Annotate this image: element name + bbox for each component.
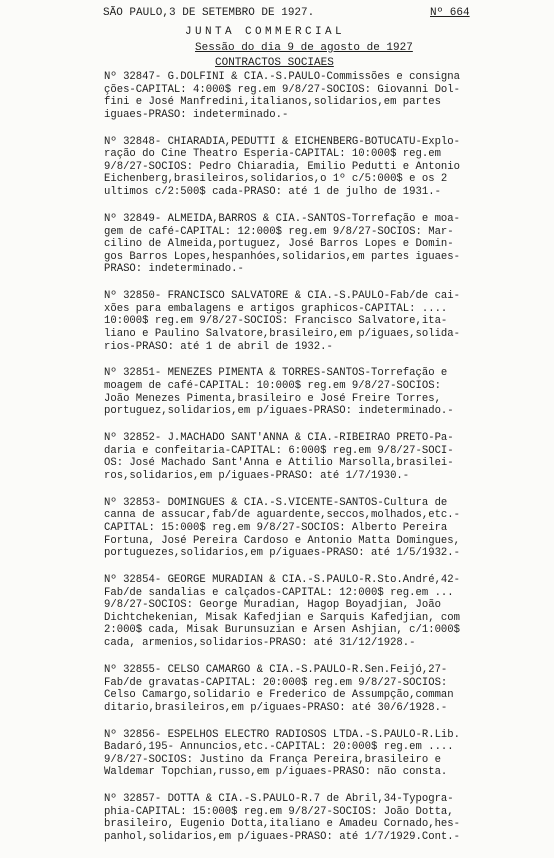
entry-line: ditario,brasileiros,em p/iguaes-PRASO: até 30/6/1928.-: [104, 701, 448, 714]
entry: [104, 290, 548, 353]
entry-line: portuguezes,solidarios,em p/iguaes-PRASO: até 1/5/1932.-: [104, 547, 461, 560]
entry-line: João Menezes Pimenta,brasileiro e José Freire Torres,: [104, 392, 441, 405]
entry-line: moagem de café-CAPITAL: 10:000$ reg.em 9/8/27-SOCIOS:: [104, 380, 441, 393]
entry-line: phia-CAPITAL: 15:000$ reg.em 9/8/27-SOCIOS: João Dotta,: [104, 805, 454, 818]
entry-line: Nº 32854- GEORGE MURADIAN & CIA.-S.PAULO-R.Sto.André,42-: [104, 574, 461, 587]
entry-line: rios-PRASO: até 1 de abril de 1932.-: [104, 340, 333, 353]
entry-line: xões para embalagens e artigos graphicos-CAPITAL: ....: [104, 302, 448, 315]
entry-line: 10:000$ reg.em 9/8/27-SOCIOS: Francisco Salvatore,ita-: [104, 315, 448, 328]
entry-line: iguaes-PRASO: indeterminado.-: [104, 108, 289, 121]
entry-line: Nº 32851- MENEZES PIMENTA & TORRES-SANTOS-Torrefação e: [104, 367, 448, 380]
entry-line: CAPITAL: 15:000$ reg.em 9/8/27-SOCIOS: Alberto Pereira: [104, 522, 448, 534]
entry-line: Nº 32857- DOTTA & CIA.-S.PAULO-R.7 de Abril,34-Typogra-: [104, 793, 454, 806]
entry-line: Badaró,195- Annuncios,etc.-CAPITAL: 20:000$ reg.em ....: [104, 741, 454, 754]
entry-line: fini e José Manfredini,italianos,solidarios,em partes: [104, 96, 441, 109]
entry-line: ração do Cine Theatro Esperia-CAPITAL: 10:000$ reg.em: [104, 148, 441, 161]
entry: [104, 213, 548, 276]
entry-line: ultimos c/2:500$ cada-PRASO: até 1 de julho de 1931.-: [104, 186, 441, 199]
entry-line: canna de assucar,fab/de aguardente,seccos,molhados,etc.-: [104, 509, 461, 522]
entry-line: ros,solidarios,em p/iguaes-PRASO: até 1/7/1930.-: [104, 469, 410, 482]
entry-line: 2:000$ cada, Misak Burunsuzian e Arsen Ashjian, c/1:000$: [104, 624, 461, 637]
entry-line: Nº 32852- J.MACHADO SANT'ANNA & CIA.-RIBEIRÃO PRETO-Pa-: [104, 432, 454, 445]
entry-line: portuguez,solidarios,em p/iguaes-PRASO: indeterminado.-: [104, 405, 454, 418]
entry: [104, 136, 548, 199]
entry-line: liano e Paulino Salvatore,brasileiro,em p/iguaes,solida-: [104, 327, 461, 340]
entry: [104, 497, 548, 560]
entry: [104, 793, 548, 843]
entry: [104, 664, 548, 714]
entry-line: Fab/de sandalias e calçados-CAPITAL: 12:000$ reg.em ...: [104, 586, 454, 599]
entry-line: Waldemar Topchian,russo,em p/iguaes-PRASO: não consta.: [104, 766, 448, 779]
entry-line: gos Barros Lopes,hespanhóes,solidarios,em partes iguaes-: [104, 250, 461, 263]
entry-line: 9/8/27-SOCIOS: Pedro Chiaradia, Emilio Pedutti e Antonio: [104, 160, 461, 173]
page-number: Nº 664: [430, 7, 470, 19]
entry-line: cada, armenios,solidarios-PRASO: até 31/12/1928.-: [104, 637, 416, 650]
entry-line: Nº 32856- ESPELHOS ELECTRO RADIOSOS LTDA.-S.PAULO-R.Lib.: [104, 728, 461, 741]
header-date: SÃO PAULO,3 DE SETEMBRO DE 1927.: [103, 7, 315, 19]
session-heading: Sessão do dia 9 de agosto de 1927: [195, 42, 413, 54]
entry-line: PRASO: indeterminado.-: [104, 263, 244, 276]
entry-line: Nº 32847- G.DOLFINI & CIA.-S.PAULO-Commissões e consigna: [104, 71, 461, 83]
page-title: JUNTA COMMERCIAL: [185, 26, 346, 38]
entry-line: Nº 32853- DOMINGUES & CIA.-S.VICENTE-SANTOS-Cultura de: [104, 496, 448, 509]
entry-line: daria e confeitaria-CAPITAL: 6:000$ reg.em 9/8/27-SOCI-: [104, 444, 454, 457]
entry-line: Fab/de gravatas-CAPITAL: 20:000$ reg.em 9/8/27-SOCIOS:: [104, 676, 448, 689]
entry-line: Celso Camargo,solidario e Frederico de Assumpção,comman: [104, 689, 454, 702]
entry-line: Nº 32855- CELSO CAMARGO & CIA.-S.PAULO-R.Sen.Feijó,27-: [104, 663, 448, 676]
entry-line: panhol,solidarios,em p/iguaes-PRASO: até 1/7/1929.Cont.-: [104, 831, 461, 844]
entry-line: Nº 32850- FRANCISCO SALVATORE & CIA.-S.PAULO-Fab/de cai-: [104, 290, 461, 303]
entry: [104, 367, 548, 417]
entry-line: Dichtchekenian, Misak Kafedjian e Sarquis Kafedjian, com: [104, 611, 461, 624]
entry: [104, 71, 548, 121]
entry-line: brasileiro, Eugenio Dotta,italiano e Amadeu Cornado,hes-: [104, 818, 461, 831]
entry-line: 9/8/27-SOCIOS: Justino da França Pereira,brasileiro e: [104, 753, 441, 766]
entry-line: Eichenberg,brasileiros,solidarios,o 1º c/5:000$ e os 2: [104, 173, 448, 186]
entry-line: ções-CAPITAL: 4:000$ reg.em 9/8/27-SOCIOS: Giovanni Dol-: [104, 83, 461, 96]
entries-list: [104, 71, 548, 858]
entry: [104, 729, 548, 779]
entry-line: Fortuna, José Pereira Cardoso e Antonio Matta Domingues,: [104, 534, 461, 547]
entry-line: Nº 32849- ALMEIDA,BARROS & CIA.-SANTOS-Torrefação e moa-: [104, 212, 461, 225]
entry-line: cilino de Almeida,portuguez, José Barros Lopes e Domin-: [104, 238, 454, 251]
entry-line: OS: José Machado Sant'Anna e Attilio Marsolla,brasilei-: [104, 457, 454, 470]
entry-line: Nº 32848- CHIARADIA,PEDUTTI & EICHENBERG-BOTUCATU-Explo-: [104, 135, 461, 148]
entry: [104, 432, 548, 482]
entry-line: gem de café-CAPITAL: 12:000$ reg.em 9/8/27-SOCIOS: Mar-: [104, 225, 454, 238]
section-heading: CONTRACTOS SOCIAES: [215, 57, 334, 69]
entry: [104, 574, 548, 650]
entry-line: 9/8/27-SOCIOS: George Muradian, Hagop Boyadjian, João: [104, 599, 441, 612]
